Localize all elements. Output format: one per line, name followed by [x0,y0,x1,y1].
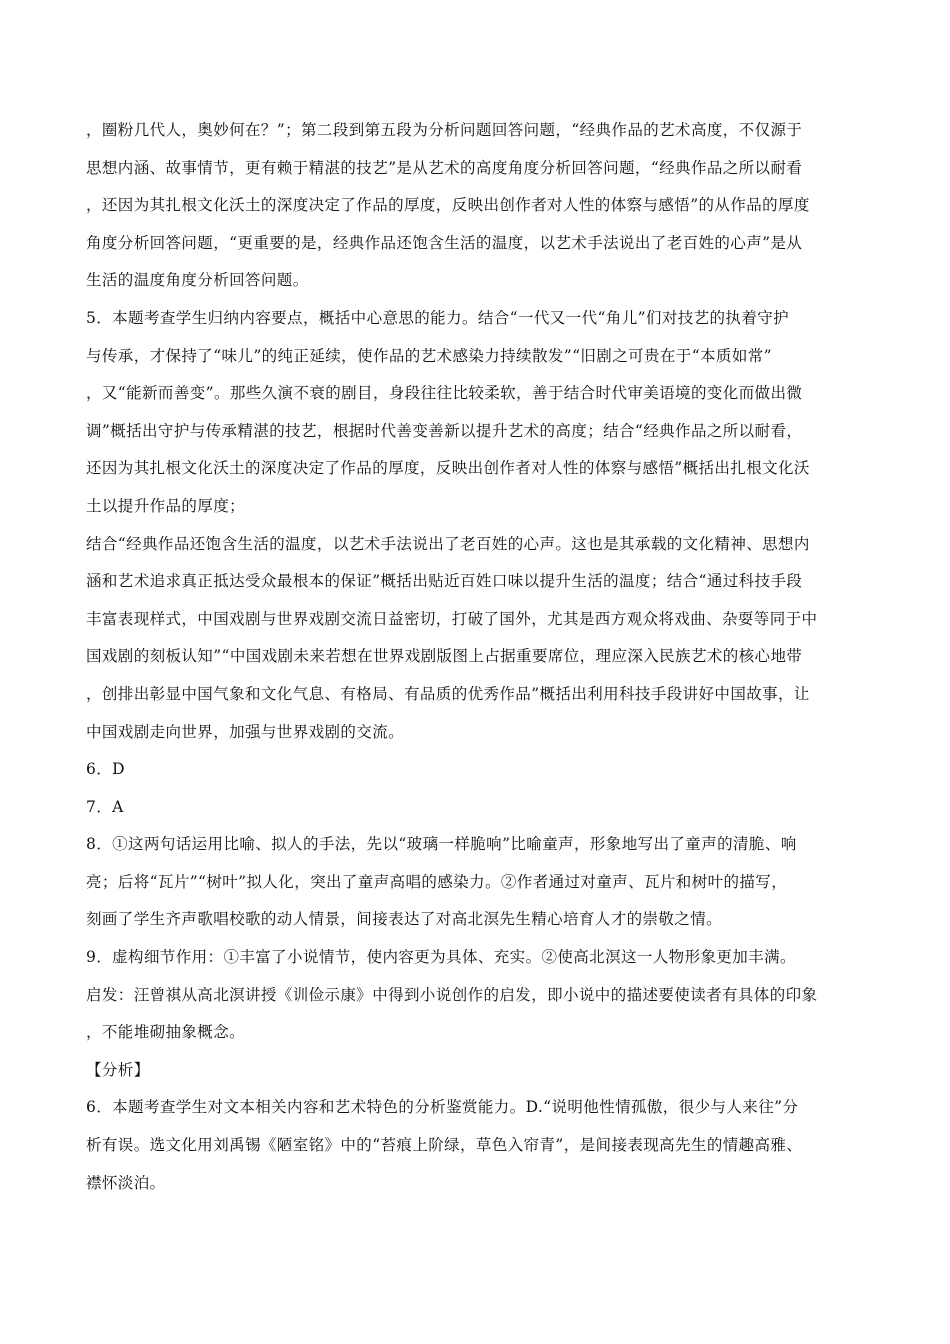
answer-5-line-6: 土以提升作品的厚度； [86,496,246,515]
text-line-5: 生活的温度角度分析回答问题。 [86,271,309,290]
text-line-4: 角度分析回答问题，“更重要的是，经典作品还饱含生活的温度，以艺术手法说出了老百姓的心声”是从 [86,233,803,252]
answer-8-line-1: 8．①这两句话运用比喻、拟人的手法，先以“玻璃一样脆响”比喻童声，形象地写出了童声的清脆、响 [86,835,797,854]
text-line-3: ，还因为其扎根文化沃土的深度决定了作品的厚度，反映出创作者对人性的体察与感悟”的从作品的厚度 [86,196,810,215]
answer-5-line-1: 5．本题考查学生归纳内容要点，概括中心意思的能力。结合“一代又一代“角儿”们对技艺的执着守护 [86,308,790,327]
answer-5-line-10: 国戏剧的刻板认知”“中国戏剧未来若想在世界戏剧版图上占据重要席位，理应深入民族艺术的核心地带 [86,647,803,666]
answer-5-line-11: ，创排出彰显中国气象和文化气息、有格局、有品质的优秀作品”概括出利用科技手段讲好中国故事，让 [86,684,810,703]
answer-5-line-8: 涵和艺术追求真正抵达受众最根本的保证”概括出贴近百姓口味以提升生活的温度；结合“通过科技手段 [86,572,803,591]
text-line-1: ，圈粉几代人，奥妙何在？”；第二段到第五段为分析问题回答问题，“经典作品的艺术高度，不仅源于 [86,121,803,139]
analysis-6-line-1: 6．本题考查学生对文本相关内容和艺术特色的分析鉴赏能力。D.“说明他性情孤傲，很少与人来往”分 [86,1098,799,1117]
answer-5-line-7: 结合“经典作品还饱含生活的温度，以艺术手法说出了老百姓的心声。这也是其承载的文化精神、思想内 [86,534,810,553]
analysis-6-line-3: 襟怀淡泊。 [86,1173,166,1192]
answer-5-line-2: 与传承，才保持了“味儿”的纯正延续，使作品的艺术感染力持续散发”“旧剧之可贵在于“本质如常” [86,346,772,365]
answer-9-line-3: ，不能堆砌抽象概念。 [86,1023,246,1042]
answer-9-line-1: 9．虚构细节作用：①丰富了小说情节，使内容更为具体、充实。②使高北溟这一人物形象更加丰满。 [86,948,796,967]
answer-8-line-3: 刻画了学生齐声歌唱校歌的动人情景，间接表达了对高北溟先生精心培育人才的崇敬之情。 [86,910,723,929]
answer-7: 7．A [86,797,124,816]
answer-5-line-4: 调”概括出守护与传承精湛的技艺，根据时代善变善新以提升艺术的高度；结合“经典作品之所以耐看， [86,421,803,440]
answer-5-line-9: 丰富表现样式，中国戏剧与世界戏剧交流日益密切，打破了国外，尤其是西方观众将戏曲、杂耍等同于中 [86,609,818,628]
answer-8-line-2: 亮；后将“瓦片”“树叶”拟人化，突出了童声高唱的感染力。②作者通过对童声、瓦片和树叶的描写， [86,872,788,891]
answer-5-line-12: 中国戏剧走向世界，加强与世界戏剧的交流。 [86,722,405,741]
answer-6: 6．D [86,760,125,779]
answer-5-line-5: 还因为其扎根文化沃土的深度决定了作品的厚度，反映出创作者对人性的体察与感悟”概括出扎根文化沃 [86,459,810,478]
analysis-6-line-2: 析有误。选文化用刘禹锡《陋室铭》中的“苔痕上阶绿，草色入帘青”，是间接表现高先生的情趣高雅、 [86,1136,803,1155]
answer-5-line-3: ，又“能新而善变”。那些久演不衰的剧目，身段往往比较柔软，善于结合时代审美语境的变化而做出微 [86,384,803,403]
text-line-2: 思想内涵、故事情节，更有赖于精湛的技艺”是从艺术的高度角度分析回答问题，“经典作品之所以耐看 [86,158,803,177]
answer-9-line-2: 启发：汪曾祺从高北溟讲授《训俭示康》中得到小说创作的启发，即小说中的描述要使读者有具体的印象 [86,985,818,1004]
analysis-heading: 【分析】 [86,1060,150,1079]
